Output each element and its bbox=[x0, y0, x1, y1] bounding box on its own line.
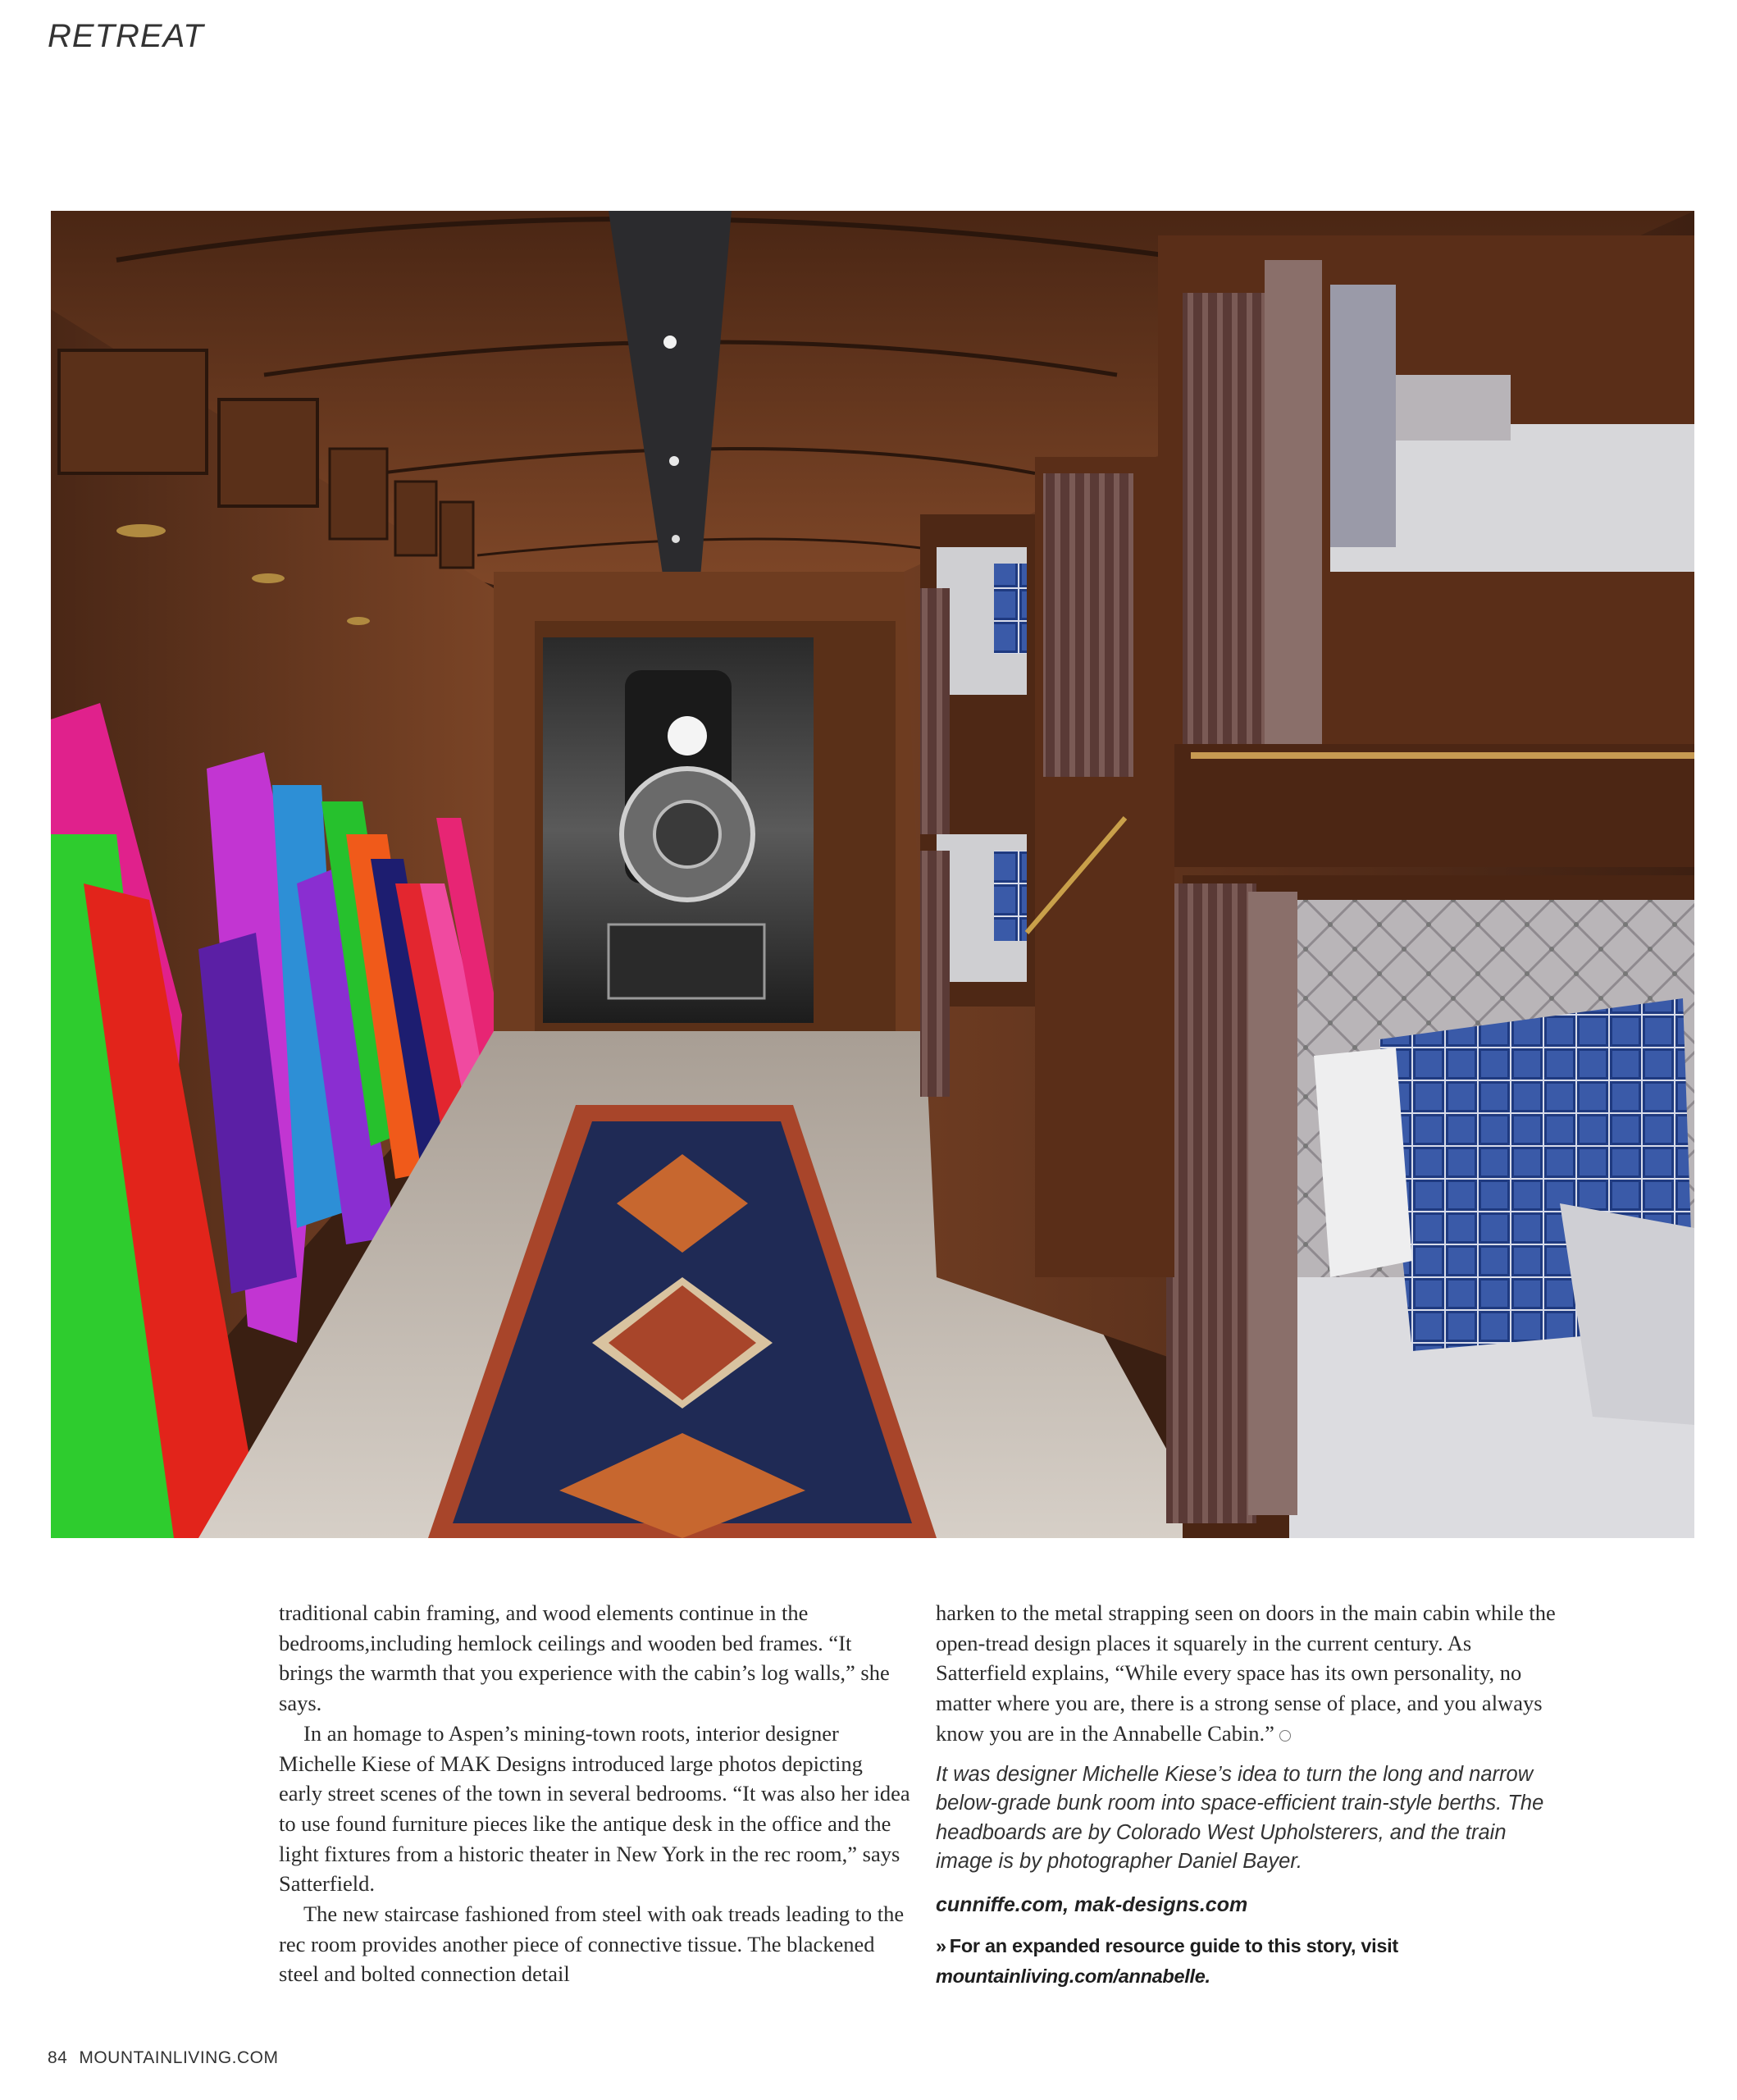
body-paragraph: traditional cabin framing, and wood elements continue in the bedrooms,including hemlock ceilings and wooden bed frames. “It brings the warmth that you experience with the cabin’s log walls,” she says. bbox=[279, 1600, 890, 1716]
footer-site: MOUNTAINLIVING.COM bbox=[79, 2048, 279, 2067]
photo-caption: It was designer Michelle Kiese’s idea to turn the long and narrow below-grade bunk room into space-efficient train-style berths. The headboards are by Colorado West Upholsterers, and the train image is by photographer Daniel Bayer. bbox=[936, 1762, 1544, 1874]
resource-guide-note bbox=[936, 1931, 1567, 1991]
page-footer bbox=[48, 2048, 278, 2068]
resource-credits: cunniffe.com, mak-designs.com bbox=[936, 1892, 1248, 1916]
resource-guide-text: For an expanded resource guide to this story, visit bbox=[949, 1935, 1398, 1957]
body-paragraph: harken to the metal strapping seen on doors in the main cabin while the open-tread design places it squarely in the current century. As Satterfield explains, “While every space has its own personality, no matter where you are, there is a strong sense of place, and you always know you are in the Annabelle Cabin.” bbox=[936, 1600, 1556, 1746]
body-column-left bbox=[279, 1598, 910, 1989]
page-number: 84 bbox=[48, 2048, 68, 2067]
body-paragraph-wrapper bbox=[936, 1598, 1567, 1749]
bunk-room-photo bbox=[51, 211, 1694, 1538]
end-mark-icon bbox=[1279, 1730, 1291, 1742]
body-paragraph: In an homage to Aspen’s mining-town roots, interior designer Michelle Kiese of MAK Designs introduced large photos depicting early street scenes of the town in several bedrooms. “It was also her idea to use found furniture pieces like the antique desk in the office and the light fixtures from a historic theater in New York in the rec room,” says Satterfield. bbox=[279, 1720, 910, 1897]
body-column-right bbox=[936, 1598, 1567, 1992]
double-chevron-icon: » bbox=[936, 1935, 946, 1957]
resource-guide-link[interactable]: mountainliving.com/annabelle. bbox=[936, 1965, 1210, 1987]
body-paragraph: The new staircase fashioned from steel with oak treads leading to the rec room provides another piece of connective tissue. The blackened steel and bolted connection detail bbox=[279, 1901, 905, 1987]
section-label: RETREAT bbox=[48, 18, 204, 54]
